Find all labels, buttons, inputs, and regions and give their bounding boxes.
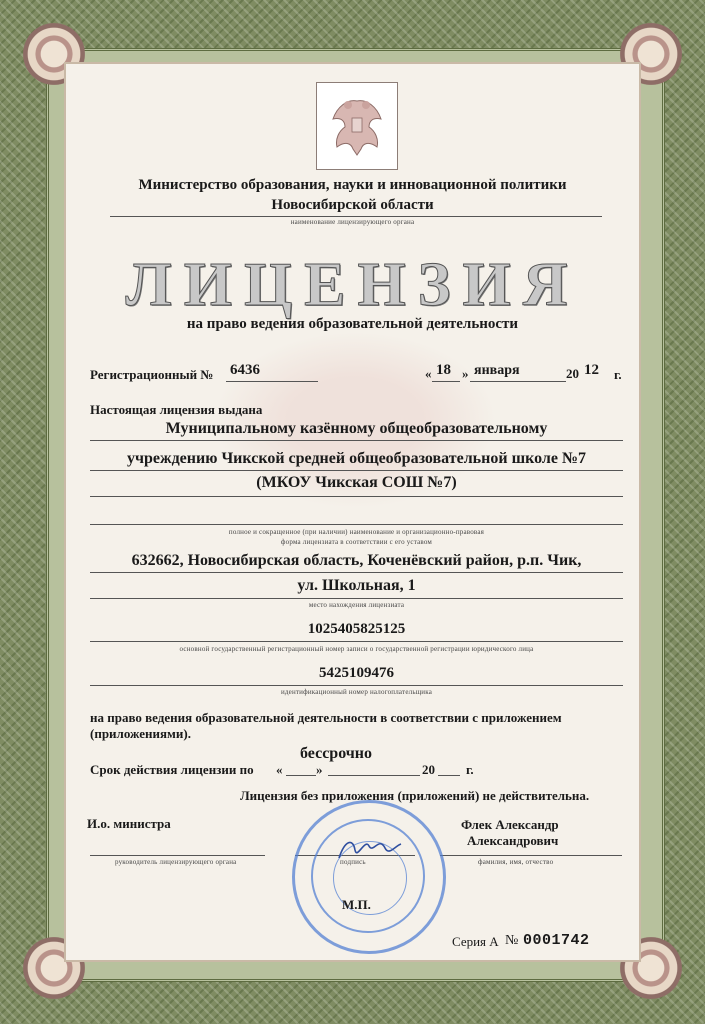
registration-month-underline xyxy=(470,381,566,382)
right-text-line2: (приложениями). xyxy=(90,726,191,741)
licensee-caption-2: форма лицензиата в соответствии с его уставом xyxy=(280,538,433,546)
registration-label: Регистрационный № xyxy=(90,367,214,382)
registration-year-label: г. xyxy=(614,367,622,382)
invalid-note: Лицензия без приложения (приложений) не действительна. xyxy=(240,788,590,803)
ogrn-underline xyxy=(90,641,623,642)
ministry-underline xyxy=(110,216,602,217)
registration-year-suffix: 12 xyxy=(584,362,599,378)
address-underline-1 xyxy=(90,572,623,573)
validity-month-underline xyxy=(328,775,420,776)
registration-year-prefix: 20 xyxy=(566,366,579,381)
validity-value: бессрочно xyxy=(300,745,373,762)
registration-underline xyxy=(226,381,318,382)
ogrn-value: 1025405825125 xyxy=(307,621,406,637)
ogrn-caption: основной государственный регистрационный номер записи о государственной регистрации юридического лица xyxy=(179,645,534,653)
registration-day-underline xyxy=(432,381,460,382)
licensee-name-line1: Муниципальному казённому общеобразовательному xyxy=(165,420,548,437)
validity-day-underline xyxy=(286,775,316,776)
registration-month: января xyxy=(474,363,520,378)
handwritten-signature xyxy=(335,832,405,866)
licensee-name-line2: учреждению Чикской средней общеобразовательной школе №7 xyxy=(126,450,587,467)
signature-name-underline xyxy=(440,855,622,856)
series-number: 0001742 xyxy=(523,932,590,949)
ministry-line2: Новосибирской области xyxy=(271,197,434,213)
validity-label: Срок действия лицензии по xyxy=(90,762,254,777)
caption-position: руководитель лицензирующего органа xyxy=(115,858,237,866)
seal-place-label: М.П. xyxy=(342,897,371,912)
series-label: Серия А xyxy=(452,934,499,949)
licensee-underline-2 xyxy=(90,470,623,471)
caption-full-name: фамилия, имя, отчество xyxy=(478,858,554,866)
right-text-line1: на право ведения образовательной деятельности в соответствии с приложением xyxy=(90,710,562,725)
inn-underline xyxy=(90,685,623,686)
registration-day: 18 xyxy=(436,362,451,378)
validity-quote-open: « xyxy=(276,762,283,777)
inn-caption: идентификационный номер налогоплательщика xyxy=(280,688,433,696)
address-line2: ул. Школьная, 1 xyxy=(297,577,416,594)
address-underline-2 xyxy=(90,598,623,599)
licensee-underline-4 xyxy=(90,524,623,525)
double-headed-eagle-icon xyxy=(317,83,397,169)
ministry-caption: наименование лицензирующего органа xyxy=(290,218,415,226)
inn-value: 5425109476 xyxy=(319,665,394,681)
document-title: ЛИЦЕНЗИЯ xyxy=(125,251,580,319)
signatory-name-line2: Александрович xyxy=(467,833,559,848)
official-stamp xyxy=(292,800,446,954)
caption-signature: подпись xyxy=(340,858,366,866)
registration-number: 6436 xyxy=(230,362,260,378)
document-subtitle: на право ведения образовательной деятельности xyxy=(186,316,519,332)
signatory-name-line1: Флек Александр xyxy=(461,817,559,832)
signature-position-underline xyxy=(90,855,265,856)
ministry-line1: Министерство образования, науки и инновационной политики xyxy=(138,177,567,193)
validity-quote-close: » xyxy=(316,762,323,777)
issued-to-label: Настоящая лицензия выдана xyxy=(90,402,263,417)
validity-year-prefix: 20 xyxy=(422,762,435,777)
registration-quote-close: » xyxy=(462,366,469,381)
address-caption: место нахождения лицензиата xyxy=(308,601,405,609)
validity-year-label: г. xyxy=(466,762,474,777)
licensee-caption-1: полное и сокращенное (при наличии) наименование и организационно-правовая xyxy=(228,528,485,536)
signatory-position: И.о. министра xyxy=(87,816,171,831)
licensee-underline-3 xyxy=(90,496,623,497)
licensee-short-name: (МКОУ Чикская СОШ №7) xyxy=(256,474,457,491)
licensee-underline-1 xyxy=(90,440,623,441)
validity-year-underline xyxy=(438,775,460,776)
registration-quote-open: « xyxy=(425,366,432,381)
series-number-label: № xyxy=(505,933,519,948)
address-line1: 632662, Новосибирская область, Коченёвский район, р.п. Чик, xyxy=(131,552,582,569)
coat-of-arms xyxy=(316,82,398,170)
